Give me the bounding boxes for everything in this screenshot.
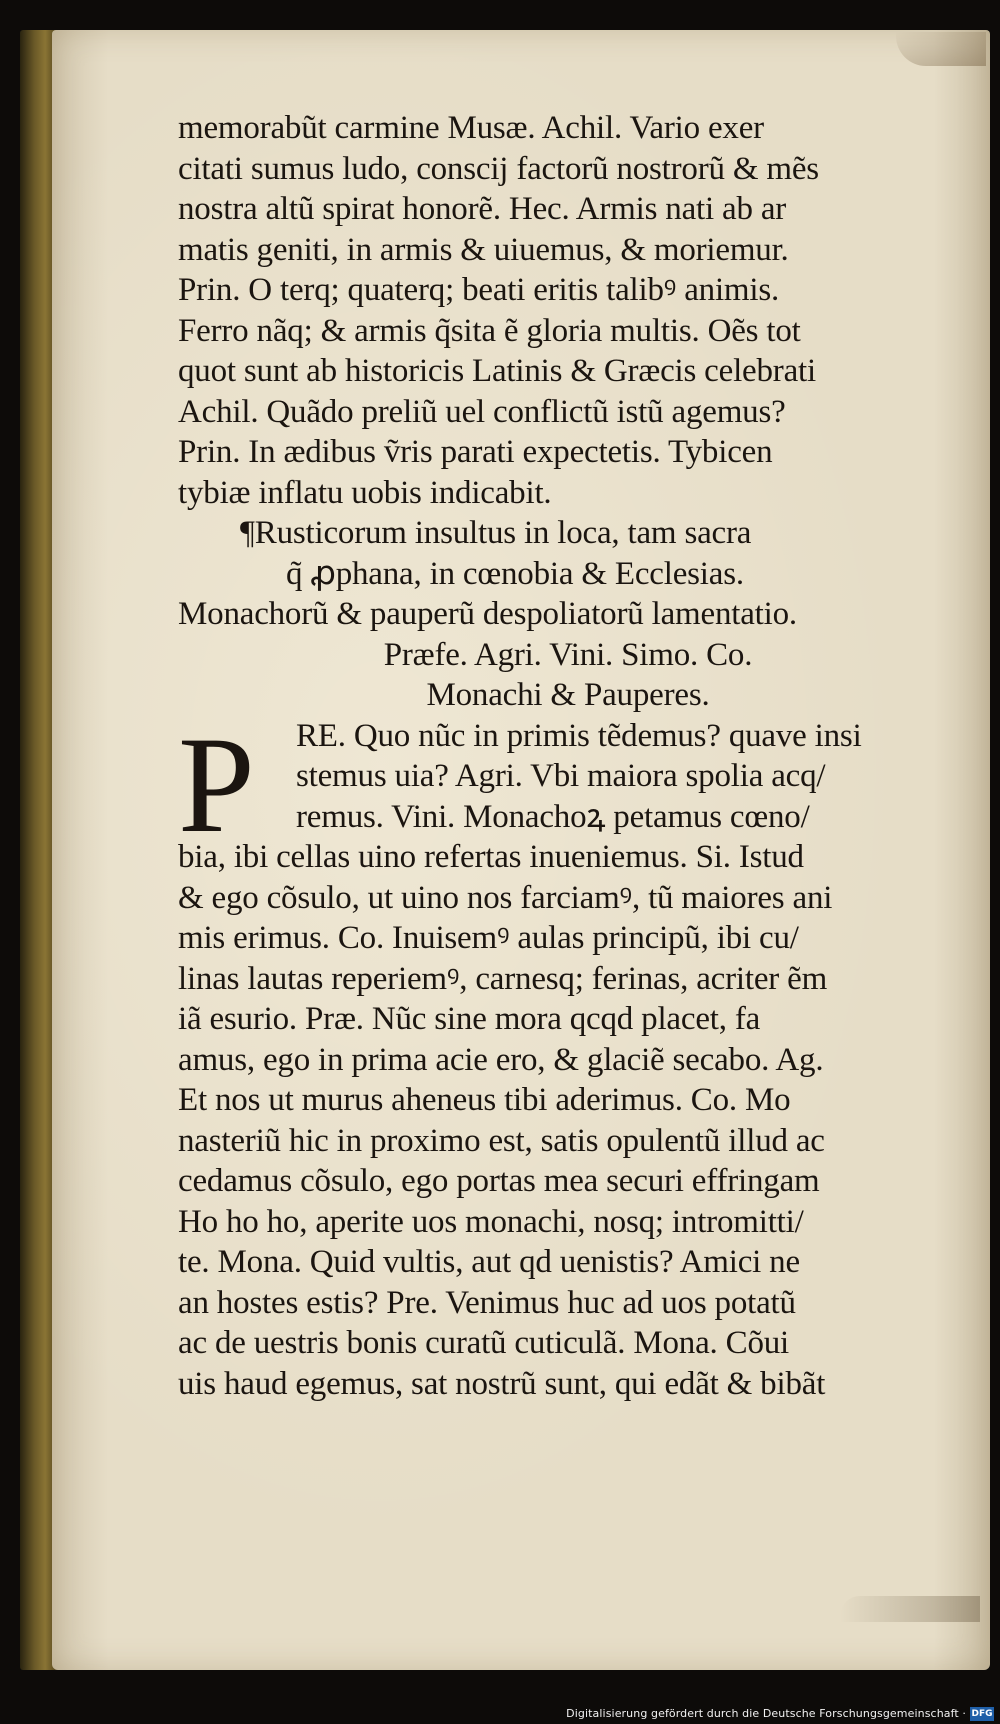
text-line: stemus uia? Agri. Vbi maiora spolia acq/ xyxy=(296,758,826,794)
text-line: & ego cõsulo, ut uino nos farciamꝰ, tũ maiores ani xyxy=(178,879,833,916)
speaker-list-line: Præfe. Agri. Vini. Simo. Co. xyxy=(383,636,753,673)
text-line: Et nos ut murus aheneus tibi aderimus. Co. Mo xyxy=(178,1082,791,1118)
text-line: nasteriũ hic in proximo est, satis opulentũ illud ac xyxy=(178,1122,825,1159)
text-line: cedamus cõsulo, ego portas mea securi effringam xyxy=(178,1163,820,1199)
text-line: an hostes estis? Pre. Venimus huc ad uos potatũ xyxy=(178,1284,796,1321)
text-line: Ferro nãq; & armis q̃sita ẽ gloria multis. Oẽs tot xyxy=(178,312,801,349)
section-heading-line: ¶Rusticorum insultus in loca, tam sacra xyxy=(240,515,752,551)
text-line: bia, ibi cellas uino refertas inueniemus. Si. Istud xyxy=(178,839,804,875)
text-line: matis geniti, in armis & uiuemus, & moriemur. xyxy=(178,231,789,268)
text-line: uis haud egemus, sat nostrũ sunt, qui edãt & bibãt xyxy=(178,1365,826,1402)
text-line: amus, ego in prima acie ero, & glaciẽ secabo. Ag. xyxy=(178,1041,824,1078)
text-line: linas lautas reperiemꝰ, carnesq; ferinas, acriter ẽm xyxy=(178,960,828,997)
section-heading-line: Monachorũ & pauperũ despoliatorũ lamentatio. xyxy=(178,596,797,632)
text-line: ac de uestris bonis curatũ cuticulã. Mona. Cõui xyxy=(178,1325,790,1361)
text-line: iã esurio. Præ. Nũc sine mora qcqd placet, fa xyxy=(178,1001,761,1037)
text-line: memorabũt carmine Musæ. Achil. Vario exer xyxy=(178,110,764,146)
text-line: Ho ho ho, aperite uos monachi, nosq; intromitti/ xyxy=(178,1203,804,1240)
footer-bar xyxy=(0,1702,1000,1724)
page-corner-wear xyxy=(896,32,986,66)
page-text-block xyxy=(178,108,958,1404)
text-line: mis erimus. Co. Inuisemꝰ aulas principũ, ibi cu/ xyxy=(178,920,799,956)
text-line: te. Mona. Quid vultis, aut qd uenistis? Amici ne xyxy=(178,1244,800,1280)
drop-cap-letter: P xyxy=(178,707,255,861)
page-edge-wear xyxy=(840,1596,980,1622)
digitization-credit: Digitalisierung gefördert durch die Deutsche Forschungsgemeinschaft · xyxy=(566,1707,966,1720)
dfg-logo-icon: DFG xyxy=(971,1709,993,1719)
text-line: RE. Quo nũc in primis tẽdemus? quave insi xyxy=(296,717,862,754)
text-line: quot sunt ab historicis Latinis & Græcis celebrati xyxy=(178,353,816,389)
text-line: nostra altũ spirat honorẽ. Hec. Armis nati ab ar xyxy=(178,191,787,227)
text-line: tybiæ inflatu uobis indicabit. xyxy=(178,474,552,511)
section-heading-line: q̃ ꝓphana, in cœnobia & Ecclesias. xyxy=(286,555,744,592)
speaker-list-line: Monachi & Pauperes. xyxy=(426,677,710,713)
text-line: Achil. Quãdo preliũ uel conflictũ istũ agemus? xyxy=(178,393,786,430)
text-line: Prin. In ædibus ṽris parati expectetis. Tybicen xyxy=(178,434,773,470)
text-line: remus. Vini. Monachoꝝ petamus cœno/ xyxy=(296,798,810,835)
text-line: citati sumus ludo, conscij factorũ nostrorũ & mẽs xyxy=(178,150,819,187)
text-line: Prin. O terq; quaterq; beati eritis talibꝰ animis. xyxy=(178,272,780,308)
